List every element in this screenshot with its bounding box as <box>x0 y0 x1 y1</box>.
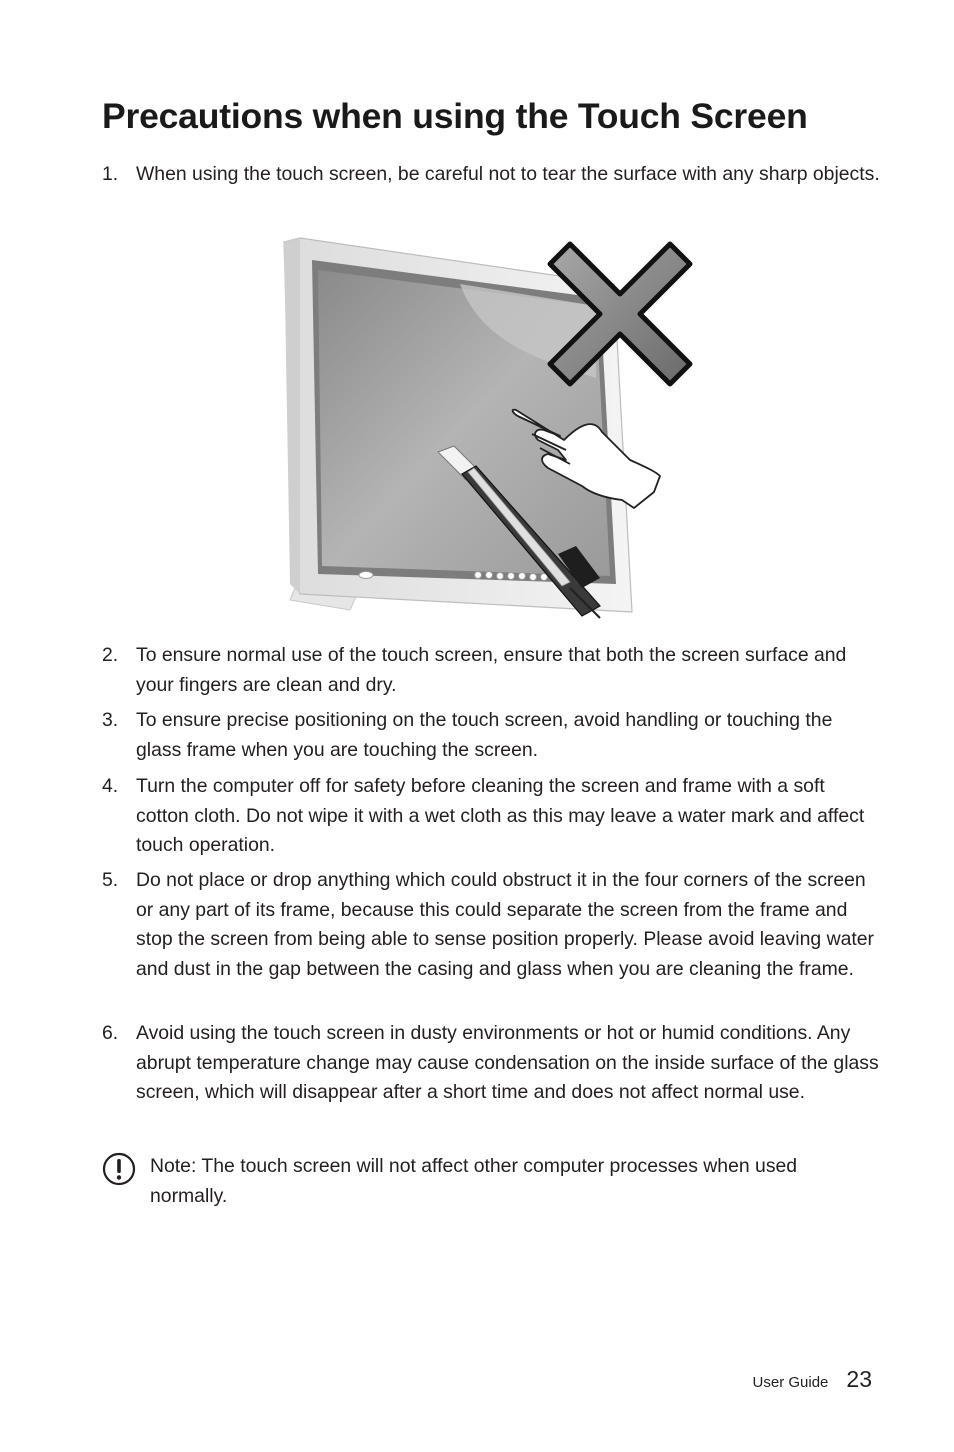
list-item-text: To ensure precise positioning on the touch screen, avoid handling or touching the glass frame when you are touching the screen. <box>136 709 833 761</box>
note-body: The touch screen will not affect other computer processes when used normally. <box>150 1155 798 1207</box>
note-text <box>150 1152 870 1211</box>
list-item-text: When using the touch screen, be careful not to tear the surface with any sharp objects. <box>136 163 880 185</box>
list-item-number: 1. <box>102 163 119 185</box>
list-item <box>102 641 882 700</box>
list-item <box>102 1019 882 1108</box>
page-number: 23 <box>846 1366 872 1392</box>
list-item-number: 2. <box>102 644 119 666</box>
note-label: Note: <box>150 1155 197 1177</box>
list-item-text: Turn the computer off for safety before cleaning the screen and frame with a soft cotton cloth. Do not wipe it with a wet cloth as this may leave a water mark and affect touch operation. <box>136 775 865 856</box>
list-item-text: To ensure normal use of the touch screen, ensure that both the screen surface and your fingers are clean and dry. <box>136 644 847 696</box>
list-item-number: 6. <box>102 1022 119 1044</box>
page-footer <box>753 1366 872 1393</box>
list-item-number: 4. <box>102 775 119 797</box>
list-item <box>102 772 882 861</box>
list-item-number: 5. <box>102 869 119 891</box>
list-item-text: Do not place or drop anything which could obstruct it in the four corners of the screen or any part of its frame, because this could separate the screen from the frame and stop the screen from being able to sense position properly. Please avoid leaving water and dust in the gap between the casing and glass when you are cleaning the frame. <box>136 869 874 980</box>
monitor-icon <box>270 228 710 628</box>
list-item-text: Avoid using the touch screen in dusty environments or hot or humid conditions. Any abrupt temperature change may cause condensation on the inside surface of the glass screen, which will disappear after a short time and does not affect normal use. <box>136 1022 879 1103</box>
footer-label: User Guide <box>752 1374 829 1391</box>
touch-screen-illustration <box>270 228 710 628</box>
page-title: Precautions when using the Touch Screen <box>102 96 808 136</box>
list-item <box>102 706 882 765</box>
list-item <box>102 160 882 190</box>
exclamation-circle-icon <box>102 1152 136 1186</box>
list-item-number: 3. <box>102 709 119 731</box>
list-item <box>102 866 882 984</box>
